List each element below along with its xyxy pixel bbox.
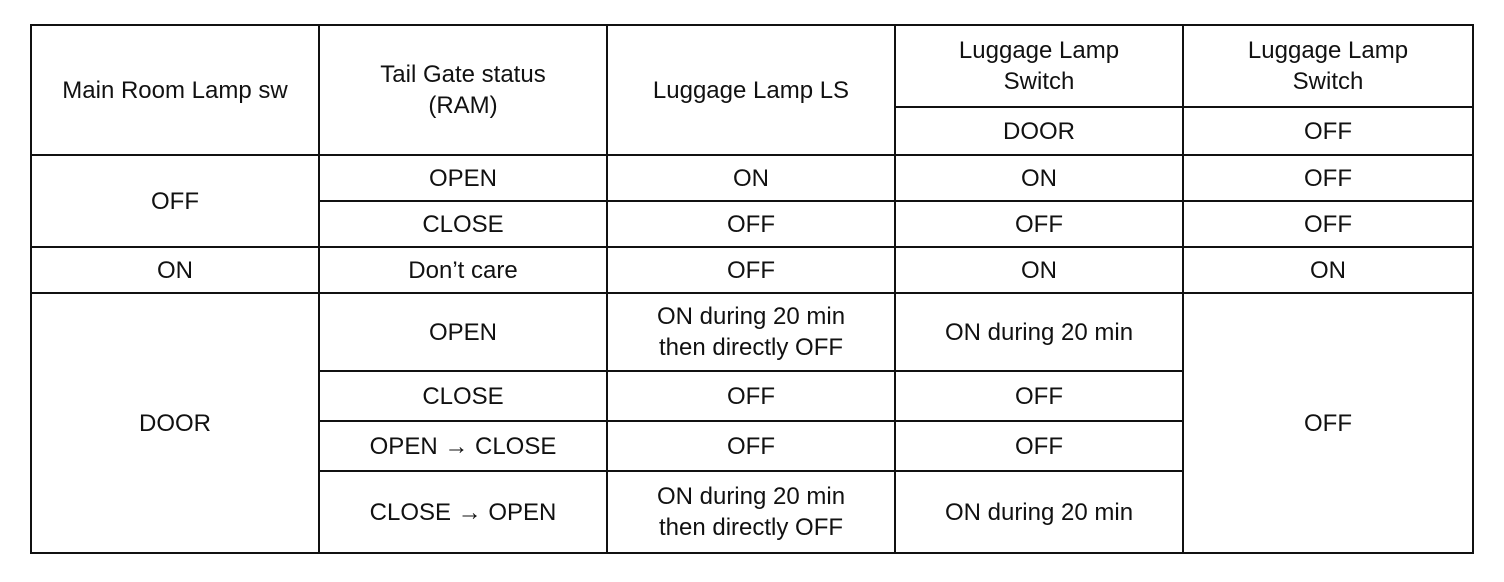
luggage-ls-cell: ON	[607, 155, 895, 201]
tail-gate-cell: CLOSE	[319, 371, 607, 421]
switch-door-cell: OFF	[895, 421, 1183, 471]
switch-off-cell: OFF	[1183, 155, 1473, 201]
header-switch-b-value: OFF	[1183, 107, 1473, 155]
tail-gate-cell: OPEN	[319, 155, 607, 201]
header-luggage-lamp-switch-b-line2: Switch	[1292, 68, 1364, 95]
table-row	[31, 155, 1473, 201]
luggage-ls-cell: OFF	[607, 201, 895, 247]
tail-gate-cell: OPEN → CLOSE	[319, 421, 607, 471]
header-main-room-lamp-sw-label: Main Room Lamp sw	[62, 76, 288, 104]
header-tail-gate-status-line2: (RAM)	[428, 92, 498, 119]
tail-gate-cell: OPEN	[319, 293, 607, 371]
main-room-lamp-door: DOOR	[31, 293, 319, 553]
luggage-ls-cell: OFF	[607, 371, 895, 421]
header-switch-a-value: DOOR	[895, 107, 1183, 155]
header-luggage-lamp-switch-a-line2: Switch	[1003, 68, 1075, 95]
luggage-ls-line2: then directly OFF	[658, 334, 844, 361]
header-luggage-lamp-switch-a-line1: Luggage Lamp	[958, 37, 1120, 64]
luggage-ls-cell	[607, 471, 895, 553]
header-luggage-lamp-switch-b	[1183, 25, 1473, 107]
luggage-ls-line2: then directly OFF	[658, 514, 844, 541]
luggage-ls-cell: OFF	[607, 421, 895, 471]
header-luggage-lamp-switch-a	[895, 25, 1183, 107]
switch-door-cell: OFF	[895, 201, 1183, 247]
header-luggage-lamp-ls-label: Luggage Lamp LS	[652, 76, 850, 104]
logic-table-container	[30, 24, 1474, 554]
switch-door-cell: ON during 20 min	[895, 293, 1183, 371]
tail-gate-cell: CLOSE	[319, 201, 607, 247]
switch-door-cell: ON	[895, 247, 1183, 293]
main-room-lamp-off: OFF	[31, 155, 319, 247]
switch-off-merged-cell: OFF	[1183, 293, 1473, 553]
luggage-lamp-logic-table	[30, 24, 1474, 554]
tail-gate-cell: CLOSE → OPEN	[319, 471, 607, 553]
luggage-ls-line1: ON during 20 min	[656, 303, 846, 330]
switch-off-cell: ON	[1183, 247, 1473, 293]
table-row	[31, 247, 1473, 293]
main-room-lamp-on: ON	[31, 247, 319, 293]
switch-door-cell: ON during 20 min	[895, 471, 1183, 553]
luggage-ls-cell	[607, 293, 895, 371]
header-tail-gate-status-line1: Tail Gate status	[380, 61, 546, 88]
switch-door-cell: ON	[895, 155, 1183, 201]
table-row	[31, 293, 1473, 371]
luggage-ls-cell: OFF	[607, 247, 895, 293]
header-luggage-lamp-ls	[607, 25, 895, 155]
header-luggage-lamp-switch-b-line1: Luggage Lamp	[1247, 37, 1409, 64]
switch-door-cell: OFF	[895, 371, 1183, 421]
header-main-room-lamp-sw	[31, 25, 319, 155]
luggage-ls-line1: ON during 20 min	[656, 483, 846, 510]
header-tail-gate-status	[319, 25, 607, 155]
tail-gate-cell: Don’t care	[319, 247, 607, 293]
switch-off-cell: OFF	[1183, 201, 1473, 247]
header-row	[31, 25, 1473, 107]
